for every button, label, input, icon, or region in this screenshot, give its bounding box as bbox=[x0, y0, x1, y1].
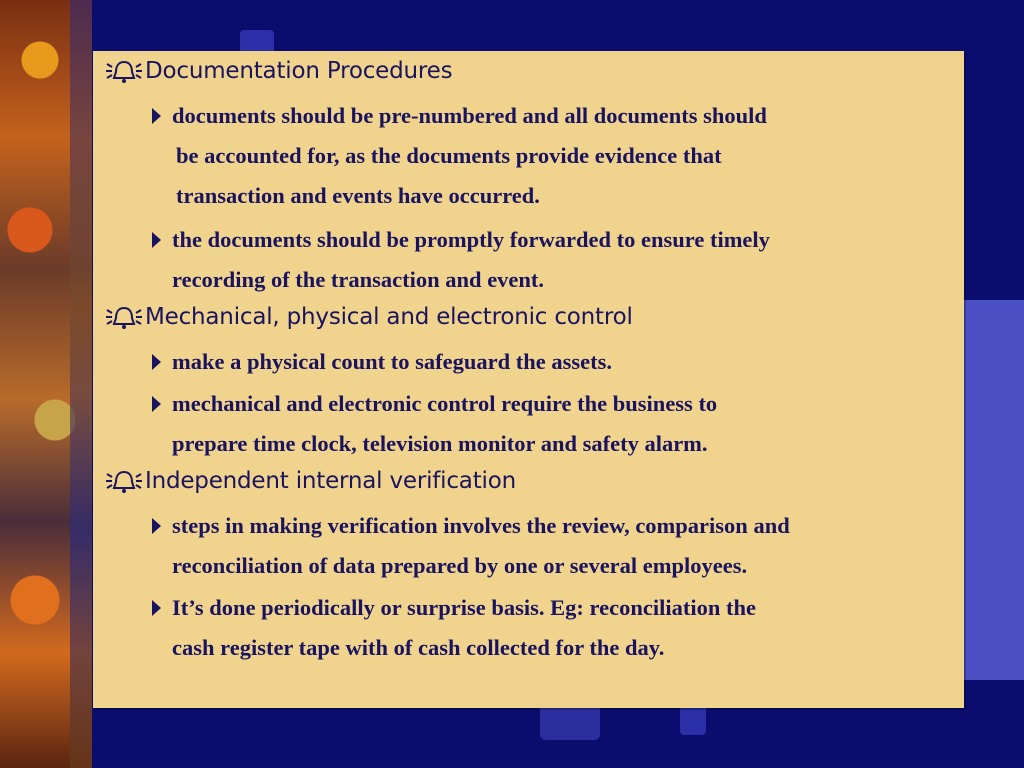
decorative-gear-bottom-small bbox=[680, 705, 706, 735]
bullet-line: prepare time clock, television monitor and safety alarm. bbox=[172, 431, 708, 456]
section-heading-text: Mechanical, physical and electronic control bbox=[145, 304, 633, 330]
bullet-item bbox=[152, 342, 942, 382]
bell-icon bbox=[103, 58, 145, 84]
triangle-right-icon bbox=[152, 354, 161, 370]
triangle-right-icon bbox=[152, 232, 161, 248]
section-heading-documentation bbox=[103, 58, 452, 84]
bullet-line: make a physical count to safeguard the assets. bbox=[172, 349, 613, 374]
section-heading-text: Independent internal verification bbox=[145, 468, 516, 494]
bullet-line: steps in making verification involves the review, comparison and bbox=[172, 513, 790, 538]
bullet-line: recording of the transaction and event. bbox=[172, 267, 545, 292]
decorative-gear-border bbox=[0, 0, 92, 768]
bullet-item bbox=[152, 506, 942, 586]
triangle-right-icon bbox=[152, 600, 161, 616]
bullet-line: transaction and events have occurred. bbox=[176, 183, 540, 208]
bullet-item bbox=[152, 96, 942, 216]
bullet-item bbox=[152, 588, 942, 668]
bullet-line: cash register tape with of cash collected for the day. bbox=[172, 635, 665, 660]
bullet-item bbox=[152, 384, 942, 464]
bullet-line: It’s done periodically or surprise basis. Eg: reconciliation the bbox=[172, 595, 756, 620]
section-heading-verification bbox=[103, 468, 516, 494]
decorative-stripe bbox=[70, 0, 92, 768]
triangle-right-icon bbox=[152, 108, 161, 124]
bullet-line: be accounted for, as the documents provide evidence that bbox=[176, 143, 722, 168]
triangle-right-icon bbox=[152, 396, 161, 412]
bell-icon bbox=[103, 468, 145, 494]
bullet-line: documents should be pre-numbered and all documents should bbox=[172, 103, 767, 128]
section-heading-mechanical bbox=[103, 304, 633, 330]
bell-icon bbox=[103, 304, 145, 330]
bullet-line: mechanical and electronic control require the business to bbox=[172, 391, 718, 416]
bullet-line: reconciliation of data prepared by one or several employees. bbox=[172, 553, 748, 578]
section-heading-text: Documentation Procedures bbox=[145, 58, 453, 84]
bullet-line: the documents should be promptly forwarded to ensure timely bbox=[172, 227, 770, 252]
bullet-item bbox=[152, 220, 942, 300]
triangle-right-icon bbox=[152, 518, 161, 534]
